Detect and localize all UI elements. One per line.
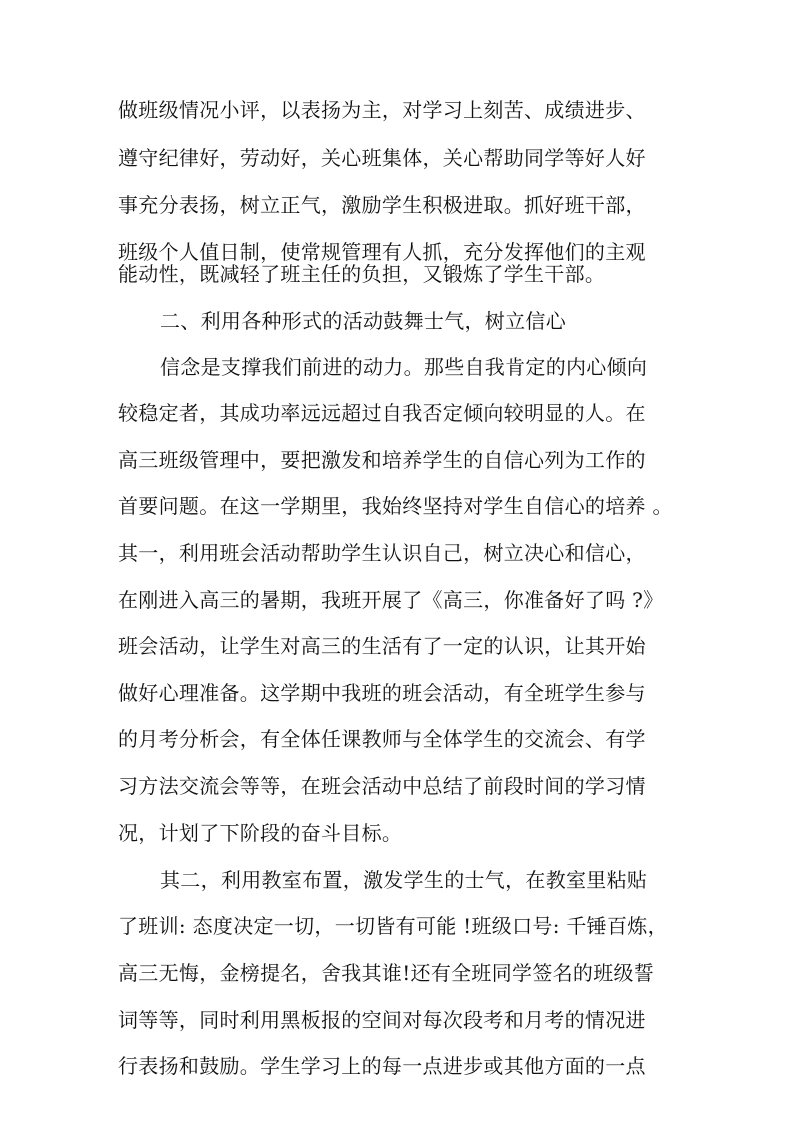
text-line: 做好心理准备。这学期中我班的班会活动，有全班学生参与 (118, 681, 646, 705)
text-line: 首要问题。在这一学期里，我始终坚持对学生自信心的培养 。 (118, 494, 673, 518)
section-heading: 二、利用各种形式的活动鼓舞士气，树立信心 (160, 309, 566, 333)
text-line: 行表扬和鼓励。学生学习上的每一点进步或其他方面的一点 (118, 1054, 646, 1078)
text-line: 了班训: 态度决定一切，一切皆有可能 !班级口号: 千锤百炼， (118, 914, 668, 938)
text-line: 事充分表扬，树立正气，激励学生积极进取。抓好班干部， (118, 193, 646, 217)
text-line: 其二，利用教室布置，激发学生的士气，在教室里粘贴 (160, 868, 648, 892)
text-line: 的月考分析会，有全体任课教师与全体学生的交流会、有学 (118, 727, 646, 751)
text-line: 遵守纪律好，劳动好，关心班集体，关心帮助同学等好人好 (118, 146, 646, 170)
text-line: 词等等，同时利用黑板报的空间对每次段考和月考的情况进 (118, 1008, 646, 1032)
text-line: 在刚进入高三的暑期，我班开展了《高三，你准备好了吗 ?》 (118, 588, 664, 612)
text-line: 做班级情况小评，以表扬为主，对学习上刻苦、成绩进步、 (118, 98, 646, 122)
text-line: 况，计划了下阶段的奋斗目标。 (118, 821, 403, 845)
text-line: 其一，利用班会活动帮助学生认识自己，树立决心和信心， (118, 541, 646, 565)
text-line: 高三无悔，金榜提名，舍我其谁!还有全班同学签名的班级誓 (118, 961, 655, 985)
text-line: 能动性，既减轻了班主任的负担，又锻炼了学生干部。 (118, 262, 606, 286)
text-line: 班级个人值日制，使常规管理有人抓，充分发挥他们的主观 (118, 240, 646, 264)
text-line: 高三班级管理中，要把激发和培养学生的自信心列为工作的 (118, 448, 646, 472)
text-line: 班会活动，让学生对高三的生活有了一定的认识，让其开始 (118, 634, 646, 658)
text-line: 较稳定者，其成功率远远超过自我否定倾向较明显的人。在 (118, 401, 646, 425)
text-line: 习方法交流会等等，在班会活动中总结了前段时间的学习情 (118, 774, 646, 798)
text-line: 信念是支撑我们前进的动力。那些自我肯定的内心倾向 (160, 355, 648, 379)
